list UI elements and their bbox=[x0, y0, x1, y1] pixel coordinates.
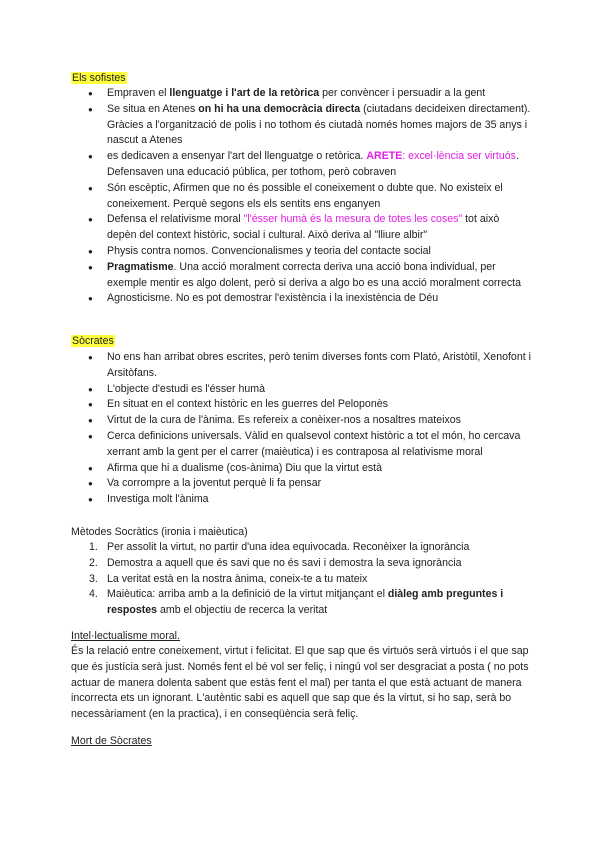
bullet-icon: ● bbox=[88, 89, 93, 98]
bullet-icon: ● bbox=[88, 215, 93, 225]
bullet-icon: ● bbox=[88, 353, 93, 362]
list-item: ● Investiga molt l'ànima bbox=[71, 492, 531, 508]
list-item: ● Se situa en Atenes on hi ha una democràcia directa (ciutadans decideixen directament). Gràcies a l'organització de polis i no tothom és ciutadà només homes majors de 35 anys i nascut a Atenes bbox=[88, 102, 531, 147]
metodes-numbered-list bbox=[71, 540, 531, 619]
bullet-icon: ● bbox=[88, 246, 93, 256]
highlighted-heading-text: Els sofistes bbox=[72, 72, 126, 84]
section-heading-mort: Mort de Sòcrates bbox=[71, 735, 152, 747]
sofistes-bullet-list bbox=[71, 86, 531, 307]
list-item: ● es dedicaven a ensenyar l'art del llenguatge o retòrica. ARETE: excel·lència ser virtuós. Defensaven una educació pública, per tothom, però cobraven bbox=[88, 150, 519, 178]
highlighted-heading-text: Sòcrates bbox=[72, 335, 114, 347]
list-item: 3. La veritat està en la nostra ànima, coneix-te a tu mateix bbox=[89, 572, 368, 585]
bullet-icon: ● bbox=[88, 495, 93, 505]
list-item: ● Pragmatisme. Una acció moralment correcta deriva una acció bona individual, per exemple mentir es algo dolent, però si deriva a algo bo es una acció moralment correcta bbox=[88, 260, 521, 289]
list-item: 4. Maièutica: arriba amb a la definició de la virtut mitjançant el diàleg amb preguntes i respostes amb el objectiu de recerca la veritat bbox=[89, 588, 504, 617]
list-item: ● Són escèptic, Afirmen que no és possible el coneixement o dubte que. No existeix el coneixement. Perquè segons els els sentits ens enganyen bbox=[88, 181, 503, 210]
list-item: ● Empraven el llenguatge i l'art de la retòrica per convèncer i persuadir a la gent bbox=[71, 86, 531, 102]
bullet-icon: ● bbox=[88, 104, 93, 114]
bullet-icon: ● bbox=[88, 479, 93, 489]
section-heading-sofistes bbox=[71, 71, 127, 87]
section-heading-metodes: Mètodes Socràtics (ironia i maièutica) bbox=[71, 526, 248, 538]
bullet-icon: ● bbox=[88, 463, 93, 473]
list-item: ● En situat en el context històric en les guerres del Peloponès bbox=[71, 397, 531, 413]
list-item: ● Agnosticisme. No es pot demostrar l'existència i la inexistència de Déu bbox=[71, 291, 531, 307]
list-item: 2. Demostra a aquell que és savi que no és savi i demostra la seva ignorància bbox=[89, 556, 462, 569]
list-item: ● Cerca definicions universals. Vàlid en qualsevol context històric a tot el món, ho cercava xerrant amb la gent per el carrer (maièutica) i es contraposa al relativisme moral bbox=[88, 429, 521, 458]
section-heading-socrates bbox=[71, 334, 115, 350]
list-item: ● L'objecte d'estudi es l'ésser humà bbox=[71, 382, 531, 398]
list-item: ● Defensa el relativisme moral "l'ésser humà és la mesura de totes les coses" tot això depèn del context històric, social i cultural. Això deriva al "lliure albir" bbox=[88, 213, 500, 242]
section-heading-intellectualisme: Intel·lectualisme moral. bbox=[71, 630, 180, 642]
list-item: 1. Per assolit la virtut, no partir d'una idea equivocada. Reconèixer la ignorància bbox=[89, 541, 470, 553]
list-item: ● Virtut de la cura de l'ànima. Es refereix a conèixer-nos a nosaltres mateixos bbox=[71, 413, 531, 429]
bullet-icon: ● bbox=[88, 262, 93, 272]
bullet-icon: ● bbox=[88, 183, 93, 193]
list-item: ● Va corrompre a la joventut perquè li fa pensar bbox=[71, 476, 531, 492]
intellectualisme-paragraph: És la relació entre coneixement, virtut i felicitat. El que sap que és virtuós serà virtuós i el que sap que és justícia serà just. Només fent el bé vol ser feliç, i ningú vol ser desgraciat a posta ( no pots actuar de manera dolenta sabent que estàs fent el mal) per tanta el que està actuant de manera incorrecta ets un ignorant. L'autèntic sabi es aquell que sap que és la virtut, si ho sap, serà bo necessàriament (en la practica), i en conseqüència serà feliç. bbox=[71, 645, 529, 721]
bullet-icon: ● bbox=[88, 152, 93, 162]
bullet-icon: ● bbox=[88, 416, 93, 426]
list-item: ● Afirma que hi a dualisme (cos-ànima) Diu que la virtut està bbox=[71, 461, 531, 477]
bullet-icon: ● bbox=[88, 384, 93, 394]
socrates-bullet-list bbox=[71, 350, 531, 508]
list-item: ● No ens han arribat obres escrites, però tenim diverses fonts com Plató, Aristòtil, Xenofont i Arsitòfans. bbox=[88, 351, 531, 379]
bullet-icon: ● bbox=[88, 400, 93, 410]
bullet-icon: ● bbox=[88, 431, 93, 441]
list-item: ● Physis contra nomos. Convencionalismes y teoria del contacte social bbox=[71, 244, 531, 260]
bullet-icon: ● bbox=[88, 294, 93, 304]
